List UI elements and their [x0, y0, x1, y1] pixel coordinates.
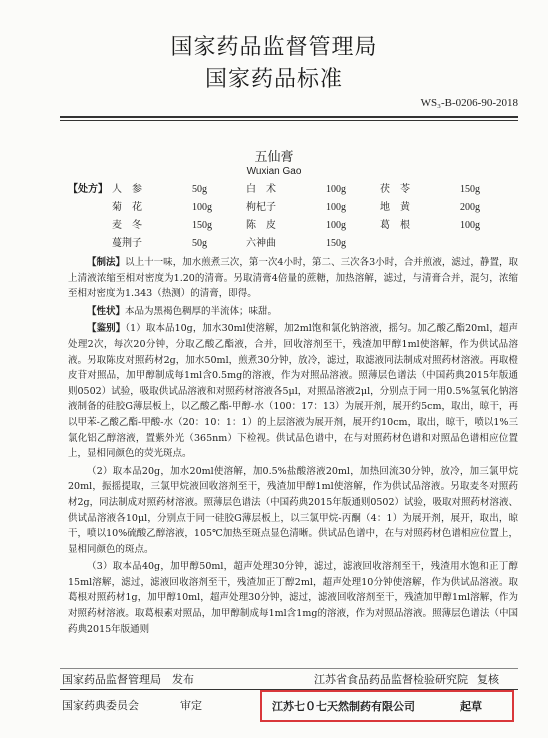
herb-qty: 100g [326, 184, 346, 195]
drug-name: 五仙膏 [254, 150, 294, 165]
prescription-row [68, 235, 518, 253]
issuing-authority: 国家药品监督管理局 [170, 35, 378, 60]
herb-name: 人 参 [112, 184, 142, 195]
herb-qty: 150g [192, 220, 212, 231]
standard-code: WS₃-B-0206-90-2018 [420, 97, 518, 109]
header-rule [60, 116, 518, 118]
herb-qty: 150g [326, 238, 346, 249]
herb-name: 蔓荆子 [112, 238, 142, 249]
monograph-body [68, 255, 518, 639]
approver-role: 审定 [180, 699, 202, 712]
prescription-row [68, 217, 518, 235]
publisher-line: 国家药品监督管理局 发布 [62, 673, 194, 686]
section-label: 【制法】 [87, 257, 126, 268]
herb-name: 枸杞子 [246, 202, 276, 213]
description-section [68, 304, 518, 320]
identification-test-3: （3）取本品40g，加甲醇50ml，超声处理30分钟，滤过，滤液回收溶剂至干，残渣用水饱和正丁醇15ml溶解，滤过，滤液回收溶剂至干，残渣加正丁醇2ml，超声处理10分钟使溶解，作为供试品溶液。取葛根对照药材1g，加甲醇10ml，超声处理30分钟，滤过，滤液回收溶剂至干，残渣加甲醇1ml溶解，作为对照药材溶液。取葛根素对照品，加甲醇制成每1ml含1mg的溶液，作为对照品溶液。照薄层色谱法（中国药典2015年版通则 [68, 561, 518, 635]
section-label: 【鉴别】 [87, 323, 126, 335]
prescription-row [68, 199, 518, 217]
header-rule-thin [60, 120, 518, 121]
herb-name: 葛 根 [380, 220, 410, 231]
herb-qty: 150g [460, 184, 480, 195]
identification-test-2: （2）取本品20g，加水20ml使溶解，加0.5%盐酸溶液20ml，加热回流30分钟，放冷，加三氯甲烷20ml，振摇提取，三氯甲烷液回收溶剂至干，残渣加甲醇1ml使溶解，作为供试品溶液。另取麦冬对照药材2g，同法制成对照药材溶液。照薄层色谱法（中国药典2015年版通则0502）试验，吸取对照药材溶液、供试品溶液各10μl，分别点于同一硅胶G薄层板上，以三氯甲烷-丙酮（4：1）为展开剂，展开，取出，晾干，喷以10%硫酸乙醇溶液，105℃加热至斑点显色清晰。供试品色谱中，在与对照药材色谱相应位置上，显相同颜色的斑点。 [68, 465, 518, 555]
herb-qty: 100g [326, 202, 346, 213]
drafter-role: 起草 [460, 700, 482, 713]
reviewer-role: 复核 [477, 673, 499, 686]
section-text: 以上十一味，加水煎煮三次，第一次4小时，第二、三次各3小时，合并煎液，滤过，静置，取上清液浓缩至相对密度为1.20的清膏。另取清膏4倍量的蔗糖，加热溶解，滤过，与清膏合并，混匀，浓缩至相对密度为1.343（热测）的清膏，即得。 [68, 257, 518, 300]
document-type-title: 国家药品标准 [204, 67, 343, 92]
reviewer-org: 江苏省食品药品监督检验研究院 [314, 673, 468, 686]
section-label: 【性状】 [87, 305, 126, 317]
herb-name: 麦 冬 [112, 220, 142, 231]
herb-qty: 100g [326, 220, 346, 231]
prescription-label: 【处方】 [68, 184, 108, 195]
herb-name: 陈 皮 [246, 220, 276, 231]
section-text: 本品为黑褐色稠厚的半流体；味甜。 [125, 305, 278, 317]
herb-qty: 200g [460, 202, 480, 213]
preparation-section [68, 255, 518, 302]
herb-qty: 100g [460, 220, 480, 231]
drafter-org: 江苏七０七天然制药有限公司 [272, 700, 415, 713]
section-text: （1）取本品10g，加水30ml使溶解，加2ml饱和氯化钠溶液，摇匀。加乙酸乙酯20ml，超声处理2次，每次20分钟，分取乙酸乙酯液，合并，回收溶剂至干，残渣加甲醇1ml使溶解，作为供试品溶液。另取陈皮对照药材2g，加水50ml，煎煮30分钟，放冷，滤过，取滤液同法制成对照药材溶液。再取橙皮苷对照品，加甲醇制成每1ml含0.5mg的溶液，作为对照品溶液。照薄层色谱法（中国药典2015年版通则0502）试验，吸取供试品溶液和对照药材溶液各5μl，对照品溶液2μl，分别点于同一用0.5%氢氧化钠溶液制备的硅胶G薄层板上，以乙酸乙酯-甲醇-水（100：17：13）为展开剂，展开约5cm，取出，晾干，再以甲苯-乙酸乙酯-甲酸-水（20：10：1：1）的上层溶液为展开剂，展开约10cm，取出，晾干，喷以1%三氯化铝乙醇溶液，置紫外光（365nm）下检视。供试品色谱中，在与对照药材色谱和对照品色谱相应位置上，显相同颜色的荧光斑点。 [68, 323, 518, 460]
identification-section [68, 321, 518, 461]
herb-name: 白 术 [246, 184, 276, 195]
footer-rule [60, 668, 518, 669]
prescription-table [68, 181, 518, 253]
prescription-row [68, 181, 518, 199]
herb-name: 菊 花 [112, 202, 142, 213]
herb-qty: 50g [192, 238, 207, 249]
herb-qty: 50g [192, 184, 207, 195]
herb-name: 地 黄 [380, 202, 410, 213]
herb-name: 茯 苓 [380, 184, 410, 195]
herb-name: 六神曲 [246, 238, 276, 249]
approver-org: 国家药典委员会 [62, 699, 139, 712]
herb-qty: 100g [192, 202, 212, 213]
highlight-box [260, 690, 514, 722]
drug-pinyin: Wuxian Gao [246, 166, 302, 177]
